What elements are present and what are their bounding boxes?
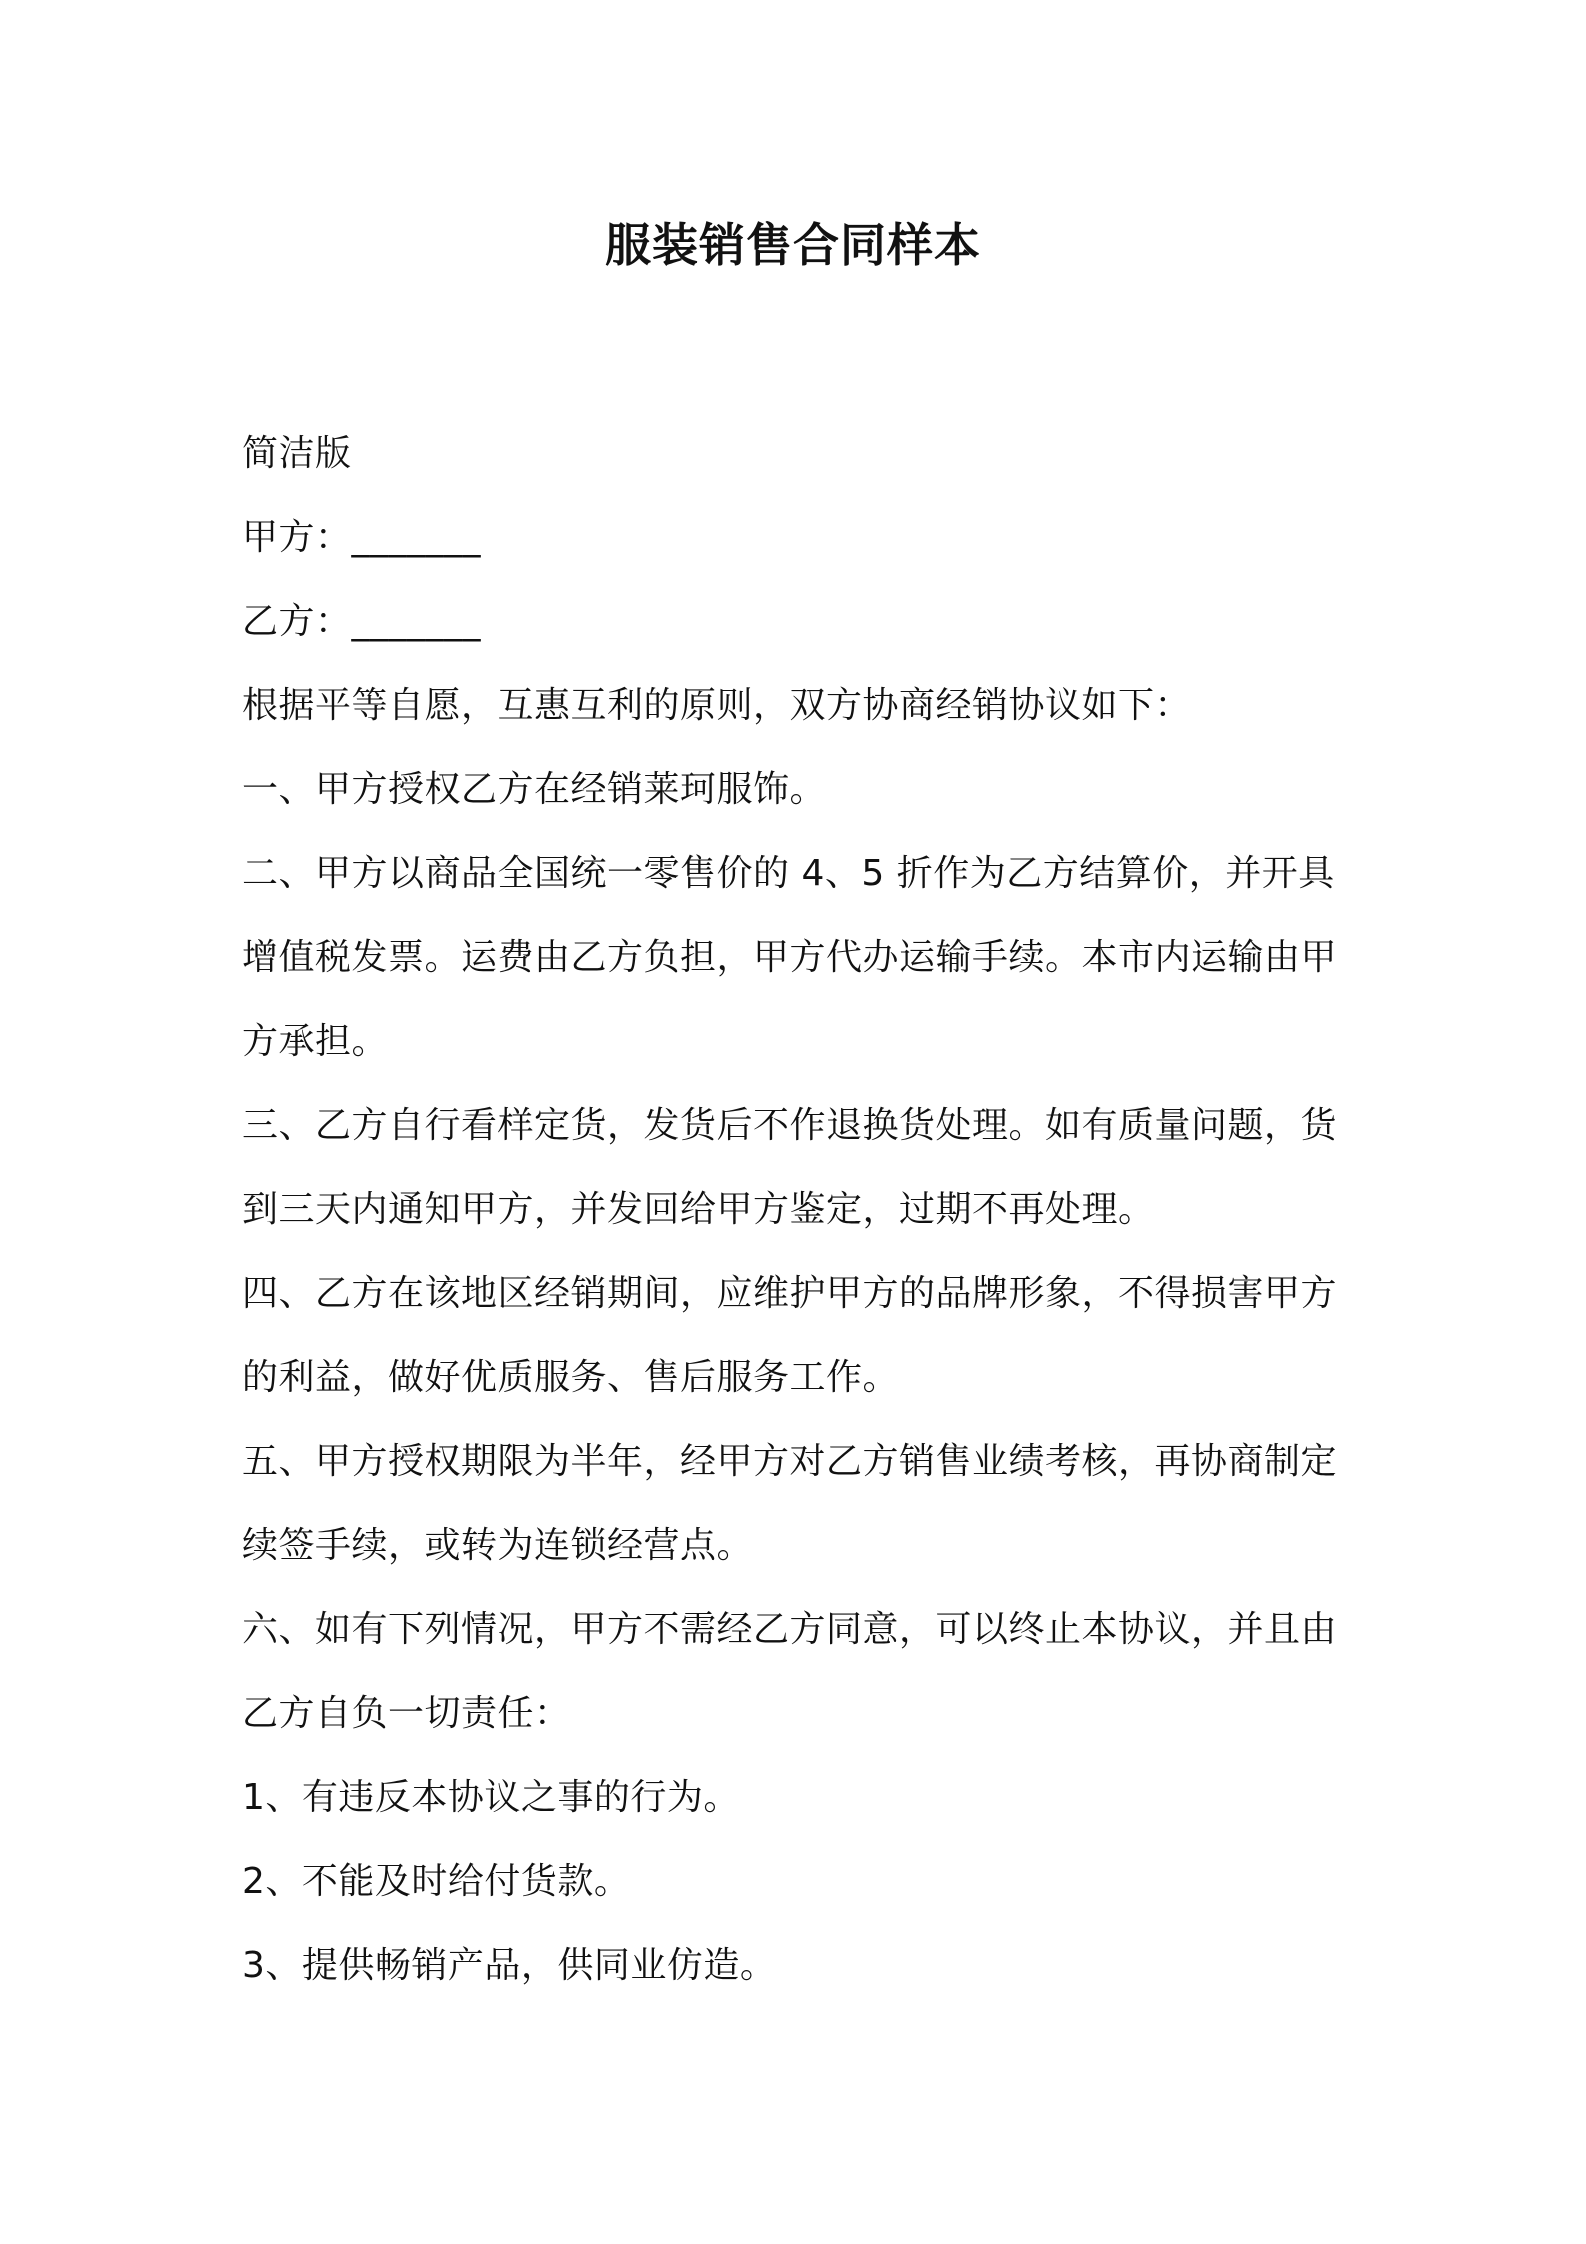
clause-1-line: 一、甲方授权乙方在经销莱珂服饰。 <box>242 769 827 810</box>
clause-4-line: 四、乙方在该地区经销期间，应维护甲方的品牌形象，不得损害甲方 <box>242 1273 1338 1314</box>
sub-item-1: 1、有违反本协议之事的行为。 <box>242 1777 740 1818</box>
party-a-line: 甲方：_______ <box>242 517 482 558</box>
document-title: 服装销售合同样本 <box>605 218 981 272</box>
clause-2-line: 增值税发票。运费由乙方负担，甲方代办运输手续。本市内运输由甲 <box>242 937 1338 978</box>
clause-2-line: 方承担。 <box>242 1021 389 1062</box>
clause-2-line: 二、甲方以商品全国统一零售价的 4、5 折作为乙方结算价，并开具 <box>242 853 1335 894</box>
party-b-line: 乙方：_______ <box>242 601 482 642</box>
clause-6-line: 六、如有下列情况，甲方不需经乙方同意，可以终止本协议，并且由 <box>242 1609 1338 1650</box>
edition-label: 简洁版 <box>242 433 352 474</box>
clause-3-line: 到三天内通知甲方，并发回给甲方鉴定，过期不再处理。 <box>242 1189 1155 1230</box>
sub-item-2: 2、不能及时给付货款。 <box>242 1861 631 1902</box>
document-body <box>242 412 1362 2008</box>
clause-5-line: 续签手续，或转为连锁经营点。 <box>242 1525 754 1566</box>
clause-4-line: 的利益，做好优质服务、售后服务工作。 <box>242 1357 900 1398</box>
sub-item-3: 3、提供畅销产品，供同业仿造。 <box>242 1945 777 1986</box>
clause-6-line: 乙方自负一切责任： <box>242 1693 571 1734</box>
clause-5-line: 五、甲方授权期限为半年，经甲方对乙方销售业绩考核，再协商制定 <box>242 1441 1338 1482</box>
preamble-line: 根据平等自愿，互惠互利的原则，双方协商经销协议如下： <box>242 685 1192 726</box>
clause-3-line: 三、乙方自行看样定货，发货后不作退换货处理。如有质量问题，货 <box>242 1105 1338 1146</box>
